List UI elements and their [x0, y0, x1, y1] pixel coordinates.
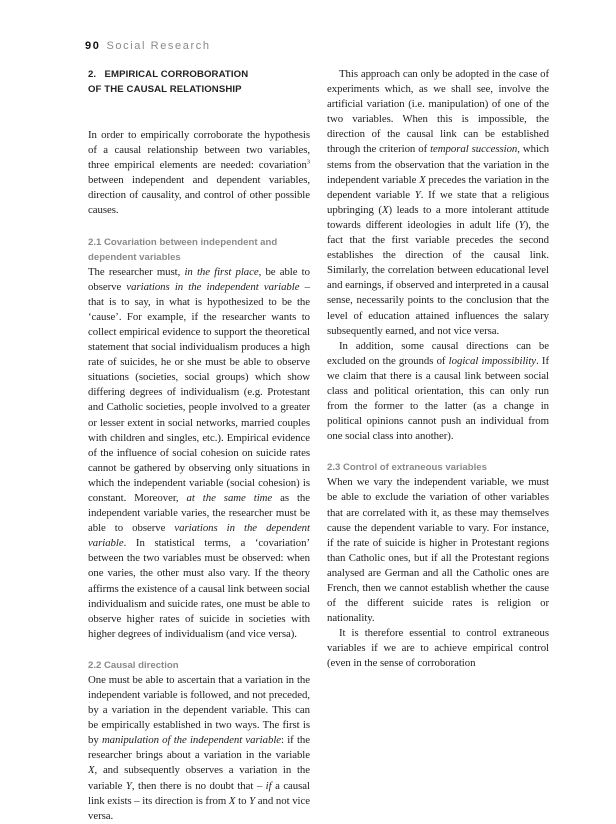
right-column: [327, 67, 549, 672]
running-head: [85, 40, 211, 52]
covariation-paragraph: The researcher must, in the first place, be able to observe variations in the independent variable – that is to say, in what is hypothesized to be the ‘cause’. For example, if the researcher wants to collect empirical evidence to support the theoretical statement that social individualism produces a high rate of suicides, he or she must be able to observe situations (societies, social groups) which show differing degrees of individualism (e.g. Protestant and Catholic societies, people involved to a greater or lesser extent in social networks, married couples with children and singles, etc.). Empirical evidence of the influence of social cohesion on suicide rates cannot be gathered by observing only situations in which the independent variable (social cohesion) is constant. Moreover, at the same time as the independent variable varies, the researcher must be able to observe variations in the dependent variable. In statistical terms, a ‘covariation’ between the two variables must be observed: when one varies, the other must also vary. If the theory affirms the existence of a causal link between social individualism and suicide rates, one must be able to observe higher rates of suicide in societies with higher degrees of individualism (and vice versa).: [88, 265, 311, 640]
left-column: [88, 67, 310, 824]
subsection-heading-extraneous: 2.3 Control of extraneous variables: [327, 462, 487, 474]
section-title-line1: EMPIRICAL CORROBORATION: [104, 69, 249, 80]
book-title: Social Research: [106, 40, 211, 52]
subsection-heading-causal-direction: 2.2 Causal direction: [88, 659, 179, 671]
extraneous-paragraph-1: When we vary the independent variable, we must be able to exclude the variation of other variables that are correlated with it, as these may themselves cause the dependent variable to vary. For instance, if the rate of suicide is higher in Protestant regions than Catholic ones, but if all the Protestant regions analysed are German and all the Catholic ones are French, then we cannot establish whether the cause of the different suicide rates is religion or nationality.: [327, 476, 549, 625]
footnote-ref: 3: [306, 158, 310, 166]
intro-paragraph: In order to empirically corroborate the hypothesis of a causal relationship between two variables, three empirical elements are needed: covariation$^3$ between independent and dependent variables, direction of causality, and control of other possible causes.: [88, 129, 310, 217]
page-number: 90: [85, 40, 101, 52]
section-title-line2: OF THE CAUSAL RELATIONSHIP: [88, 84, 242, 95]
causal-direction-paragraph-2: This approach can only be adopted in the case of experiments which, as we shall see, involve the artificial variation (i.e. manipulation) of one of the two variables. When this is impossible, the direction of the causal link can be established through the criterion of temporal succession, which stems from the observation that the variation in the independent variable X precedes the variation in the dependent variable Y. If we state that a religious upbringing (X) leads to a more intolerant attitude towards different ideologies in adult life (Y), the fact that the first variable precedes the second establishes the direction of the causal link. Similarly, the correlation between educational level and earnings, if observed and interpreted in a causal sense, necessarily points to the conclusion that the level of education attained influences the salary subsequently earned, and not vice versa.: [327, 68, 550, 337]
causal-direction-paragraph-3: In addition, some causal directions can be excluded on the grounds of logical impossibility. If we claim that there is a causal link between social class and political orientation, this can only run from the former to the latter (as a change in political opinions cannot push an individual from one social class into another).: [327, 339, 550, 443]
section-title: [88, 67, 310, 97]
extraneous-paragraph-2: It is therefore essential to control extraneous variables if we are to achieve empirical control (even in the sense of corroboration: [327, 627, 549, 670]
section-number: 2.: [88, 69, 97, 80]
subsection-heading-covariation: 2.1 Covariation between independent and dependent variables: [88, 236, 278, 263]
causal-direction-paragraph-1: One must be able to ascertain that a variation in the independent variable is followed, and not preceded, by a variation in the dependent variable. This can be empirically established in two ways. The first is by manipulation of the independent variable: if the researcher brings about a variation in the variable X, and subsequently observes a variation in the variable Y, then there is no doubt that – if a causal link exists – its direction is from X to Y and not vice versa.: [88, 673, 310, 822]
